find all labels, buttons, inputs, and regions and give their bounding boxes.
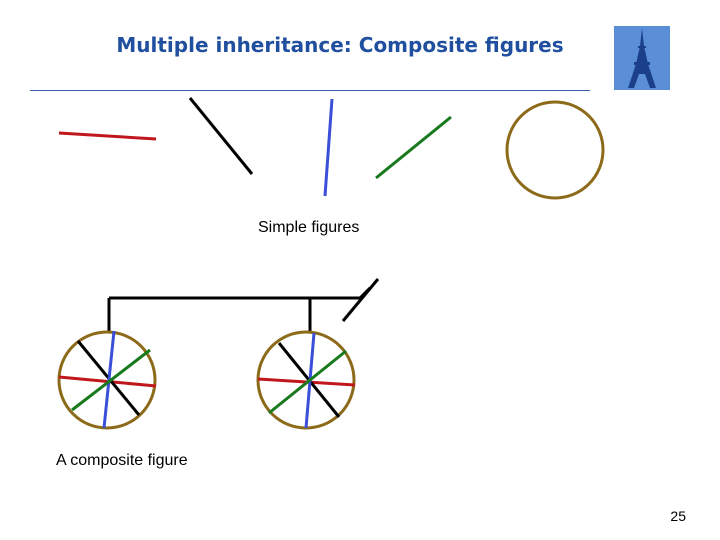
slide-title: Multiple inheritance: Composite figures	[116, 33, 564, 57]
simple-circle	[507, 102, 603, 198]
composite-right-wheel	[258, 332, 355, 428]
simple-figures-caption: Simple figures	[258, 219, 360, 236]
simple-red-segment	[59, 133, 156, 139]
simple-blue-segment	[325, 99, 332, 196]
composite-figure-caption: A composite figure	[56, 452, 188, 469]
composite-handle	[343, 279, 378, 321]
simple-green-segment	[376, 117, 451, 178]
composite-left-wheel	[59, 331, 156, 428]
simple-black-segment	[190, 98, 252, 174]
page-number: 25	[670, 508, 686, 524]
